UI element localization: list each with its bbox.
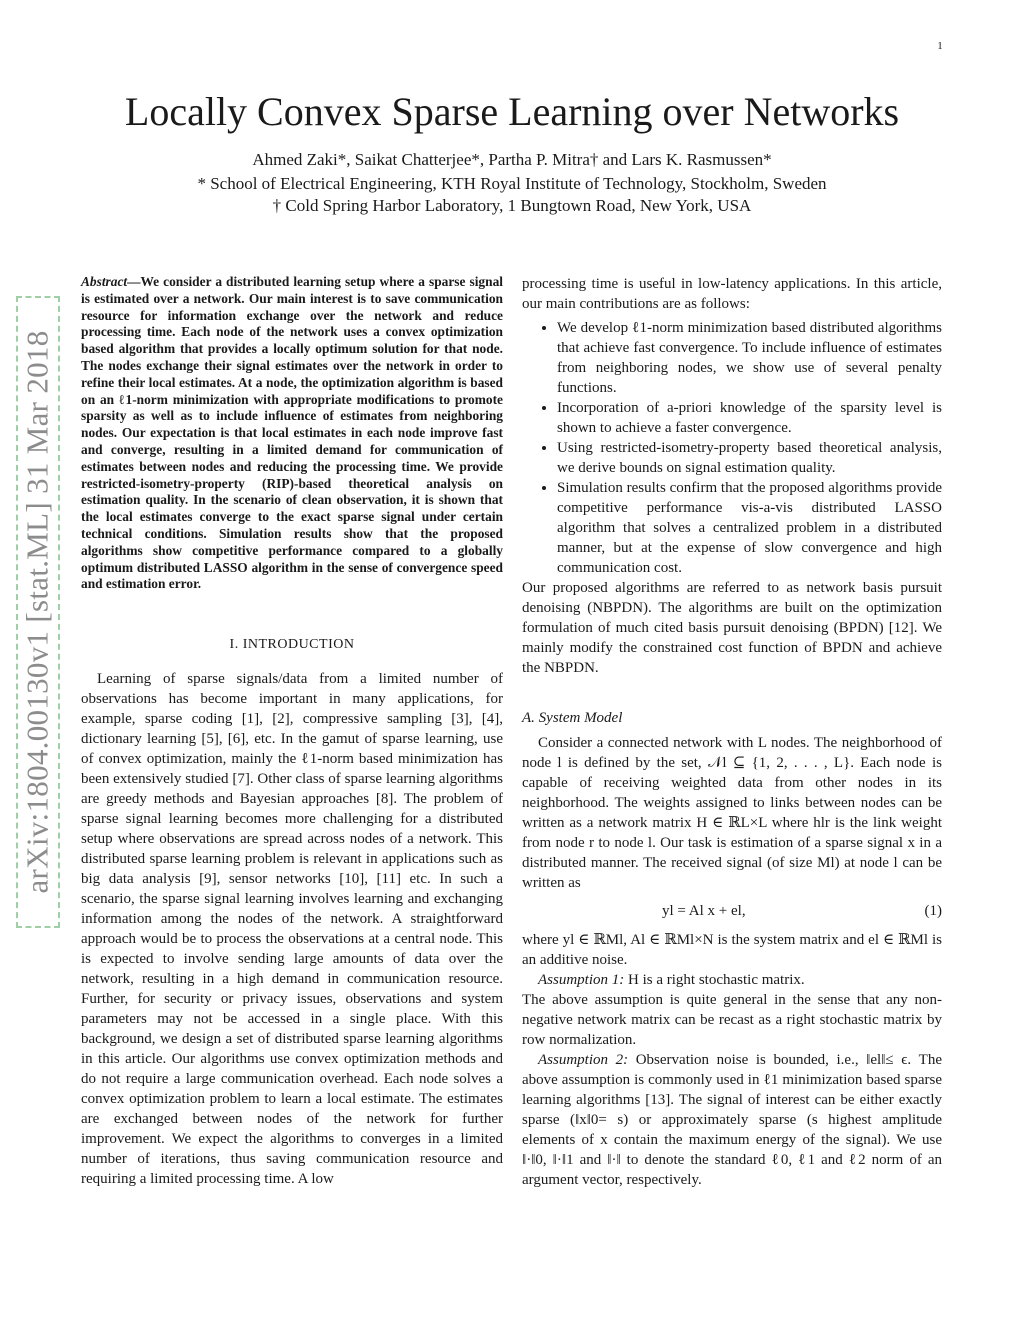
assumption-2: [522, 1050, 942, 1190]
equation-formula: yl = Al x + el,: [662, 903, 746, 919]
intro-paragraph: Learning of sparse signals/data from a limited number of observations has become important in many applications, for example, sparse coding [1], [2], compressive sampling [3], [4], dictionary learning [5], [6], etc. In the gamut of sparse learning, use of convex optimization, mainly the ℓ1-norm based minimization has been extensively studied [7]. Other class of sparse learning algorithms are greedy methods and Bayesian approaches [8]. The problem of sparse signal learning becomes more challenging for a distributed setup where observations are spread across nodes of a network. This distributed sparse learning problem is relevant in applications such as big data analysis [9], sensor networks [10], [11] etc. In such a scenario, the sparse signal learning involves learning and exchanging information among the nodes of the network. A straightforward approach would be to process the observations at a central node. This is expected to involve sending large amounts of data over the network, resulting in a high demand in communication resource. Further, for security or privacy issues, observations and system parameters may not be accessed in a single place. With this background, we design a set of distributed sparse learning algorithms in this article. Our algorithms use convex optimization methods and do not require a large communication overhead. Each node solves a convex optimization problem to learn a local estimate. The estimates are exchanged between nodes of the network for further improvement. We expect the algorithms to converges in a limited number of iterations, thus saving communication resource and requiring a limited processing time. A low: [81, 671, 503, 1188]
page-number: 1: [937, 40, 943, 52]
section-heading-introduction: I. INTRODUCTION: [229, 637, 355, 653]
assumption-1-text: H is a right stochastic matrix.: [624, 972, 805, 988]
assumption-1: [522, 970, 942, 990]
system-model-paragraph: Consider a connected network with L nodes. The neighborhood of node l is defined by the set, 𝒩l ⊆ {1, 2, . . . , L}. Each node is capable of receiving weighted data from other nodes in its neighborhood. The weights assigned to links between nodes can be written as a network matrix H ∈ ℝL×L where hlr is the link weight from node r to node l. Our task is estimation of a sparse signal x in a distributed manner. The received signal (of size Ml) at node l can be written as: [522, 735, 942, 891]
affiliation-cshl: † Cold Spring Harbor Laboratory, 1 Bungtown Road, New York, USA: [272, 196, 752, 215]
assumption-2-text: Observation noise is bounded, i.e., ‖el‖≤ ϵ. The above assumption is commonly used in ℓ1 minimization based sparse learning algorithms [13]. The signal of interest can be either exactly sparse (‖x‖0= s) or approximately sparse (s highest amplitude elements of x contain the maximum energy of the signal). We use ‖·‖0, ‖·‖1 and ‖·‖ to denote the standard ℓ0, ℓ1 and ℓ2 norm of an argument vector, respectively.: [522, 1052, 943, 1188]
assumption-1-label: Assumption 1:: [538, 972, 625, 988]
list-item: • Using restricted-isometry-property based theoretical analysis, we derive bounds on signal estimation quality.: [557, 438, 942, 478]
author-list: Ahmed Zaki*, Saikat Chatterjee*, Partha P. Mitra† and Lars K. Rasmussen*: [252, 150, 772, 169]
affiliation-kth: * School of Electrical Engineering, KTH Royal Institute of Technology, Stockholm, Sweden: [197, 174, 827, 193]
left-column: [81, 274, 503, 1189]
nbpdn-paragraph: Our proposed algorithms are referred to as network basis pursuit denoising (NBPDN). The algorithms are built on the optimization formulation of much cited basis pursuit denoising (BPDN) [12]. We mainly modify the constrained cost function of BPDN and achieve the NBPDN.: [522, 580, 942, 676]
paper-title: Locally Convex Sparse Learning over Networks: [124, 89, 900, 134]
arxiv-stamp-text: arXiv:1804.00130v1 [stat.ML] 31 Mar 2018: [20, 330, 56, 894]
list-item: • Simulation results confirm that the proposed algorithms provide competitive performance vis-a-vis distributed LASSO algorithm that solves a centralized problem in a distributed manner, but at the expense of slow convergence and high communication cost.: [557, 478, 942, 578]
subsection-heading-system-model: A. System Model: [522, 710, 623, 726]
assumption-1-followup: The above assumption is quite general in the sense that any non-negative network matrix can be recast as a right stochastic matrix by row normalization.: [522, 992, 942, 1048]
right-column: [522, 274, 942, 1190]
arxiv-stamp: [16, 296, 60, 928]
where-paragraph: where yl ∈ ℝMl, Al ∈ ℝMl×N is the system matrix and el ∈ ℝMl is an additive noise.: [522, 932, 942, 968]
equation-1: [522, 903, 942, 920]
assumption-2-label: Assumption 2:: [538, 1052, 629, 1068]
contributions-list: [522, 318, 942, 578]
list-item: • We develop ℓ1-norm minimization based distributed algorithms that achieve fast convergence. To include influence of estimates from neighboring nodes, we show use of several penalty functions.: [557, 318, 942, 398]
abstract-label: Abstract: [81, 274, 128, 289]
equation-number: (1): [924, 903, 942, 919]
list-item: • Incorporation of a-priori knowledge of the sparsity level is shown to achieve a faster convergence.: [557, 398, 942, 438]
abstract: [81, 274, 503, 593]
abstract-text: —We consider a distributed learning setup where a sparse signal is estimated over a network. Our main interest is to save communication resource for information exchange over the network and reduce processing time. Each node of the network uses a convex optimization based algorithm that provides a locally optimum solution for that node. The nodes exchange their signal estimates over the network in order to refine their local estimates. At a node, the optimization algorithm is based on an ℓ1-norm minimization with appropriate modifications to promote sparsity as well as to include influence of estimates from neighboring nodes. Our expectation is that local estimates in each node improve fast and converge, resulting in a limited demand for communication of estimates between nodes and reducing the processing time. We provide restricted-isometry-property (RIP)-based theoretical analysis on estimation quality. In the scenario of clean observation, it is shown that the local estimates converge to the exact sparse signal under certain technical conditions. Simulation results show that the proposed algorithms show competitive performance compared to a globally optimum distributed LASSO algorithm in the sense of convergence speed and estimation error.: [81, 274, 503, 592]
intro-continuation: processing time is useful in low-latency applications. In this article, our main contributions are as follows:: [522, 276, 942, 312]
